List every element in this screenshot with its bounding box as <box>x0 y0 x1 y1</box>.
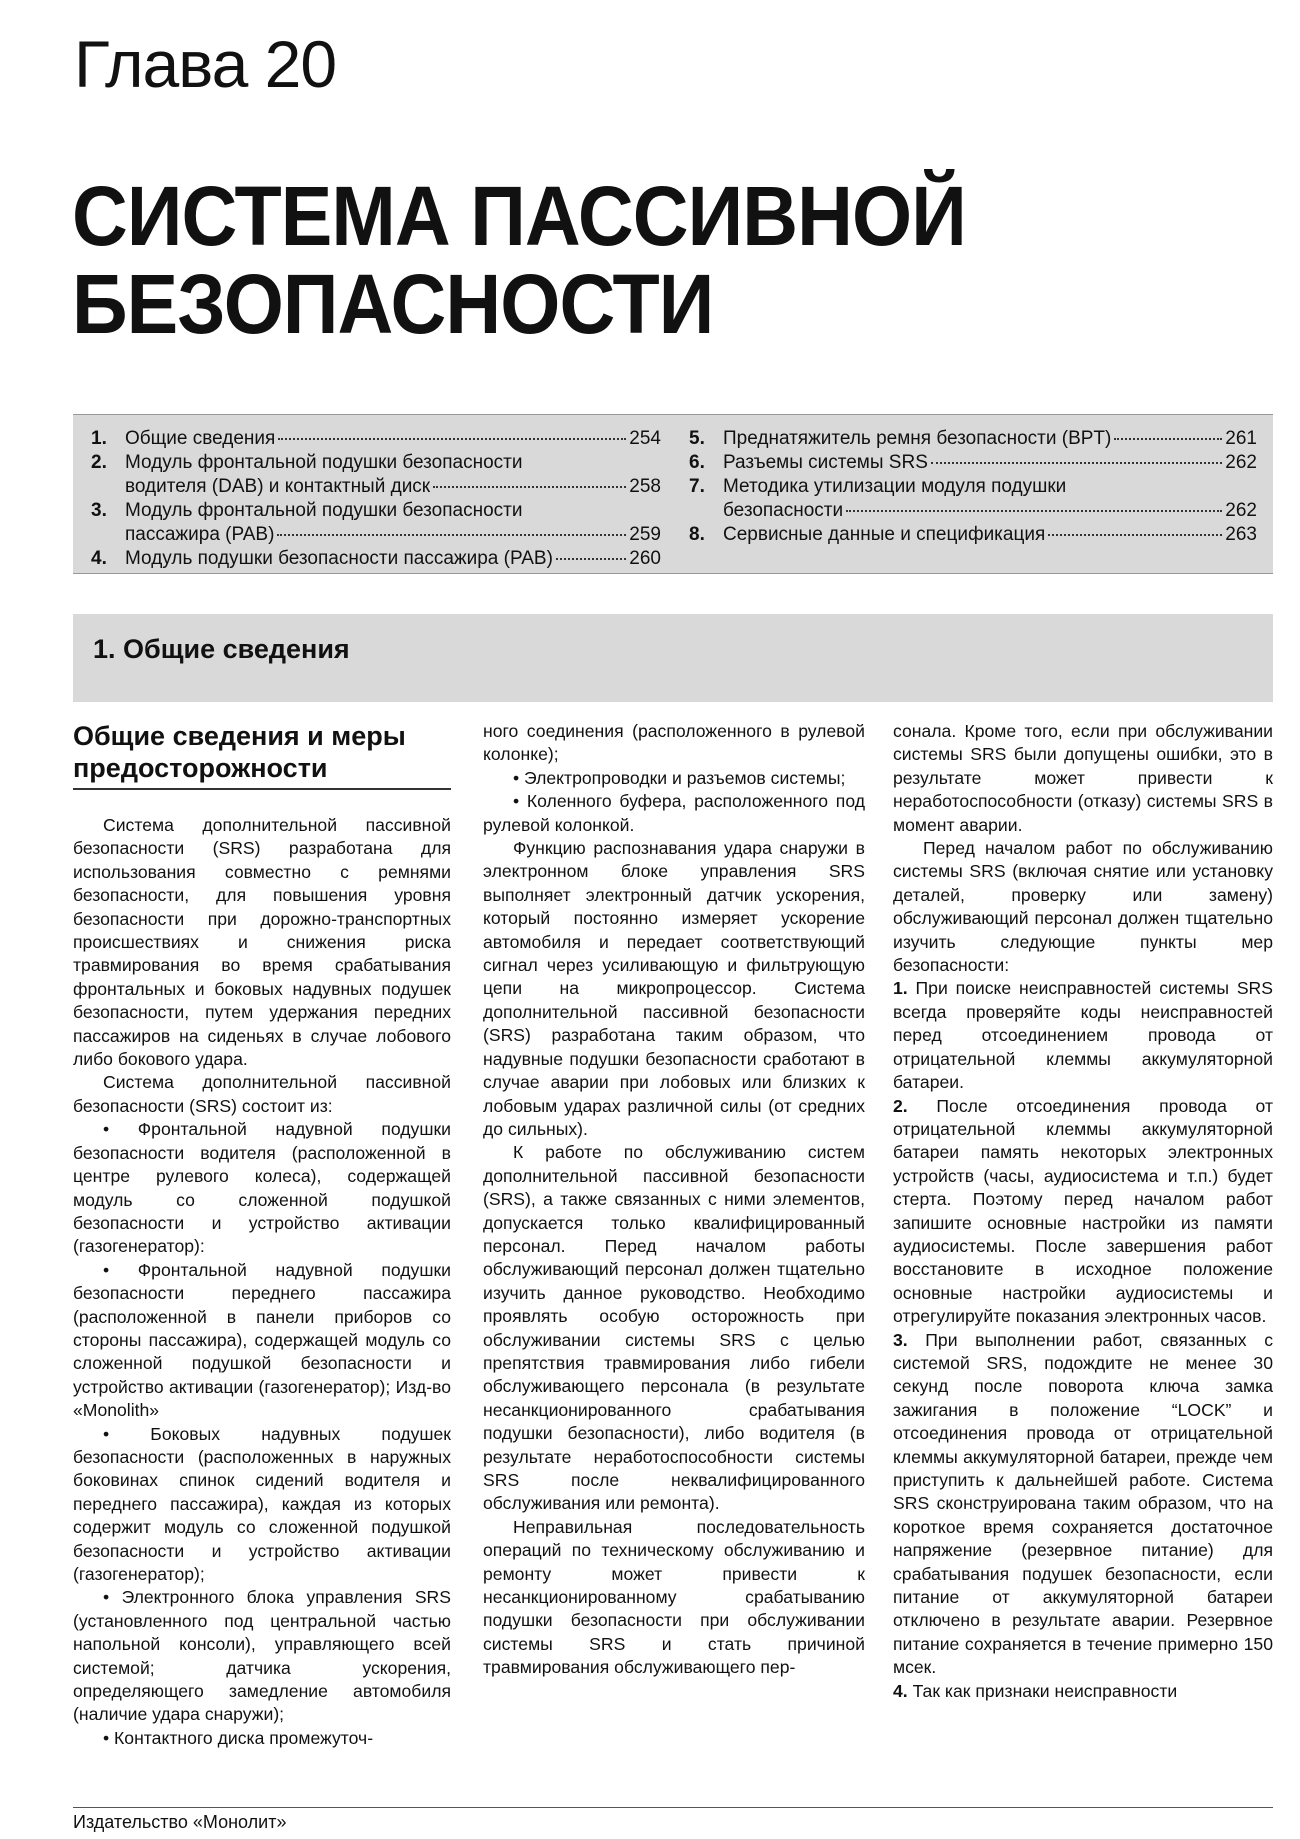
paragraph: Система дополнительной пассивной безопасности (SRS) состоит из: <box>73 1072 451 1116</box>
paragraph-number: 3. <box>893 1329 908 1350</box>
paragraph-number: 1. <box>893 978 908 999</box>
toc-page-number: 262 <box>1225 452 1257 473</box>
toc-leader-dots <box>931 462 1222 464</box>
text-column-2 <box>483 720 865 1680</box>
paragraph: Неправильная последовательность операций по техническому обслуживанию и ремонту может привести к несанкционированному срабатыванию подушки безопасности при обслуживании системы SRS и стать причиной травмирования обслуживающего пер- <box>483 1516 865 1678</box>
numbered-paragraph <box>893 1680 1273 1703</box>
toc-item-number: 1. <box>91 428 107 449</box>
paragraph: • Фронтальной надувной подушки безопасности водителя (расположенной в центре рулевого колеса), содержащей модуль со сложенной подушкой безопасности и устройство активации (газогенератор): <box>73 1119 451 1257</box>
toc-item[interactable] <box>91 547 661 571</box>
toc-item-label: Методика утилизации модуля подушки <box>723 476 1067 497</box>
toc-item-number: 7. <box>689 476 705 497</box>
toc-item-label: Общие сведения <box>125 428 276 449</box>
toc-item-number: 8. <box>689 524 705 545</box>
toc-leader-dots <box>1114 438 1222 440</box>
table-of-contents <box>73 414 1273 574</box>
text-column-3 <box>893 720 1273 1703</box>
toc-page-number: 258 <box>629 476 661 497</box>
paragraph: Система дополнительной пассивной безопасности (SRS) разработана для использования совместно с ремнями безопасности, для повышения уровня безопасности при дорожно-транспортных происшествиях и снижения риска травмирования во время срабатывания фронтальных и боковых надувных подушек безопасности, путем удержания передних пассажиров на сиденьях в случае лобового либо бокового удара. <box>73 815 451 1070</box>
toc-item[interactable] <box>91 427 661 451</box>
toc-page-number: 263 <box>1225 524 1257 545</box>
toc-item-label: Сервисные данные и спецификация <box>723 524 1046 545</box>
paragraph-text: После отсоединения провода от отрицательной клеммы аккумуляторной батареи память некоторых электронных устройств (часы, аудиосистема и т.п.) будет стерта. Поэтому перед началом работ запишите основные настройки из памяти аудиосистемы. После завершения работ восстановите в исходное положение основные настройки аудиосистемы и отрегулируйте показания электронных часов. <box>893 1095 1273 1327</box>
footer-divider <box>73 1807 1273 1808</box>
subsection-title: Общие сведения и меры предосторожности <box>73 720 451 790</box>
toc-item-label: водителя (DAB) и контактный диск <box>125 476 431 497</box>
paragraph <box>893 720 1273 837</box>
paragraph: • Коленного буфера, расположенного под рулевой колонкой. <box>483 791 865 835</box>
toc-item-label: Модуль фронтальной подушки безопасности <box>125 452 523 473</box>
toc-leader-dots <box>556 558 626 560</box>
toc-leader-dots <box>846 510 1222 512</box>
paragraph: • Фронтальной надувной подушки безопасности переднего пассажира (расположенной в панели приборов со стороны пассажира), содержащей модуль со сложенной подушкой безопасности и устройство активации (газогенератор); Изд-во «Monolith» <box>73 1259 451 1421</box>
toc-page-number: 262 <box>1225 500 1257 521</box>
toc-page-number: 261 <box>1225 428 1257 449</box>
toc-item-number: 5. <box>689 428 705 449</box>
toc-leader-dots <box>277 534 626 536</box>
toc-item-number: 6. <box>689 452 705 473</box>
paragraph: • Электронного блока управления SRS (установленного под центральной частью напольной консоли), управляющего всей системой; датчика ускорения, определяющего замедление автомобиля (наличие удара снаружи); <box>73 1587 451 1725</box>
toc-leader-dots <box>1048 534 1222 536</box>
section-title: 1. Общие сведения <box>93 634 350 664</box>
publisher-footer: Издательство «Монолит» <box>73 1812 287 1832</box>
toc-leader-dots <box>278 438 626 440</box>
paragraph-text: Так как признаки неисправности <box>912 1680 1178 1701</box>
paragraph: К работе по обслуживанию систем дополнительной пассивной безопасности (SRS), а также связанных с ними элементов, допускается только квалифицированный персонал. Перед началом работы обслуживающий персонал должен тщательно изучить данное руководство. Необходимо проявлять особую осторожность при обслуживании системы SRS с целью препятствия травмирования либо гибели обслуживающего персонала (в результате несанкционированного срабатывания подушки безопасности), либо водителя (в результате неработоспособности системы SRS после неквалифицированного обслуживания или ремонта). <box>483 1142 865 1514</box>
paragraph: Функцию распознавания удара снаружи в электронном блоке управления SRS выполняет электронный датчик ускорения, который постоянно измеряет ускорение автомобиля и передает соответствующий сигнал через усиливающую и фильтрующую цепи на микропроцессор. Система дополнительной пассивной безопасности (SRS) разработана таким образом, что надувные подушки безопасности сработают в случае аварии при лобовых или близких к лобовым ударах различной силы (от средних до сильных). <box>483 838 865 1139</box>
page-title <box>72 169 966 351</box>
toc-leader-dots <box>433 486 626 488</box>
toc-item[interactable] <box>91 499 661 547</box>
toc-item[interactable] <box>91 451 661 499</box>
paragraph-text: При выполнении работ, связанных с системой SRS, подождите не менее 30 секунд после поворота ключа замка зажигания в положение “LOCK” и отсоединения провода от отрицательной клеммы аккумуляторной батареи, прежде чем приступить к дальнейшей работе. Система SRS сконструирована таким образом, что на короткое время сохраняется достаточное напряжение (резервное питание) для срабатывания подушек безопасности, если питание от аккумуляторной батареи отключено в результате аварии. Резервное питание сохраняется в течение примерно 150 мсек. <box>893 1329 1273 1678</box>
toc-column-right <box>689 427 1257 547</box>
toc-item-label: Разъемы системы SRS <box>723 452 928 473</box>
chapter-label: Глава 20 <box>74 27 337 101</box>
paragraph: • Контактного диска промежуточ- <box>103 1727 374 1748</box>
title-line-2: БЕЗОПАСНОСТИ <box>72 257 714 351</box>
title-line-1: СИСТЕМА ПАССИВНОЙ <box>72 169 966 263</box>
numbered-paragraph <box>893 977 1273 1094</box>
paragraph-text: сонала. Кроме того, если при обслуживании системы SRS были допущены ошибки, это в результате может привести к неработоспособности (отказу) системы SRS в момент аварии. <box>893 721 1273 835</box>
paragraph-text: Перед началом работ по обслуживанию системы SRS (включая снятие или установку деталей, проверку или замену) обслуживающий персонал должен тщательно изучить следующие пункты мер безопасности: <box>893 838 1273 976</box>
toc-item-number: 4. <box>91 548 107 569</box>
toc-item-label: безопасности <box>723 500 844 521</box>
paragraph-text: При поиске неисправностей системы SRS всегда проверяйте коды неисправностей перед отсоединением провода от отрицательной клеммы аккумуляторной батареи. <box>893 978 1274 1093</box>
toc-page-number: 259 <box>629 524 661 545</box>
toc-page-number: 260 <box>629 548 661 569</box>
toc-item-label: Модуль подушки безопасности пассажира (PAB) <box>125 548 553 569</box>
toc-item[interactable] <box>689 475 1257 523</box>
toc-item[interactable] <box>689 451 1257 475</box>
toc-item-label: Модуль фронтальной подушки безопасности <box>125 500 523 521</box>
numbered-paragraph <box>893 1329 1273 1680</box>
toc-column-left <box>91 427 661 571</box>
toc-item[interactable] <box>689 523 1257 547</box>
paragraph <box>893 837 1273 977</box>
toc-item-label: пассажира (PAB) <box>125 524 275 545</box>
paragraph-number: 2. <box>893 1095 908 1116</box>
numbered-paragraph <box>893 1095 1273 1329</box>
toc-item[interactable] <box>689 427 1257 451</box>
toc-item-number: 2. <box>91 452 107 473</box>
text-column-1 <box>73 720 451 1750</box>
section-header <box>73 614 1273 702</box>
paragraph: • Боковых надувных подушек безопасности (расположенных в наружных боковинах спинок сидений водителя и переднего пассажира), каждая из которых содержит модуль со сложенной подушкой безопасности и устройство активации (газогенератор); <box>73 1423 451 1584</box>
paragraph: ного соединения (расположенного в рулевой колонке); <box>483 721 865 765</box>
toc-page-number: 254 <box>629 428 661 449</box>
toc-item-number: 3. <box>91 500 107 521</box>
paragraph: • Электропроводки и разъемов системы; <box>513 767 846 788</box>
paragraph-number: 4. <box>893 1680 908 1701</box>
toc-item-label: Преднатяжитель ремня безопасности (BPT) <box>723 428 1112 449</box>
